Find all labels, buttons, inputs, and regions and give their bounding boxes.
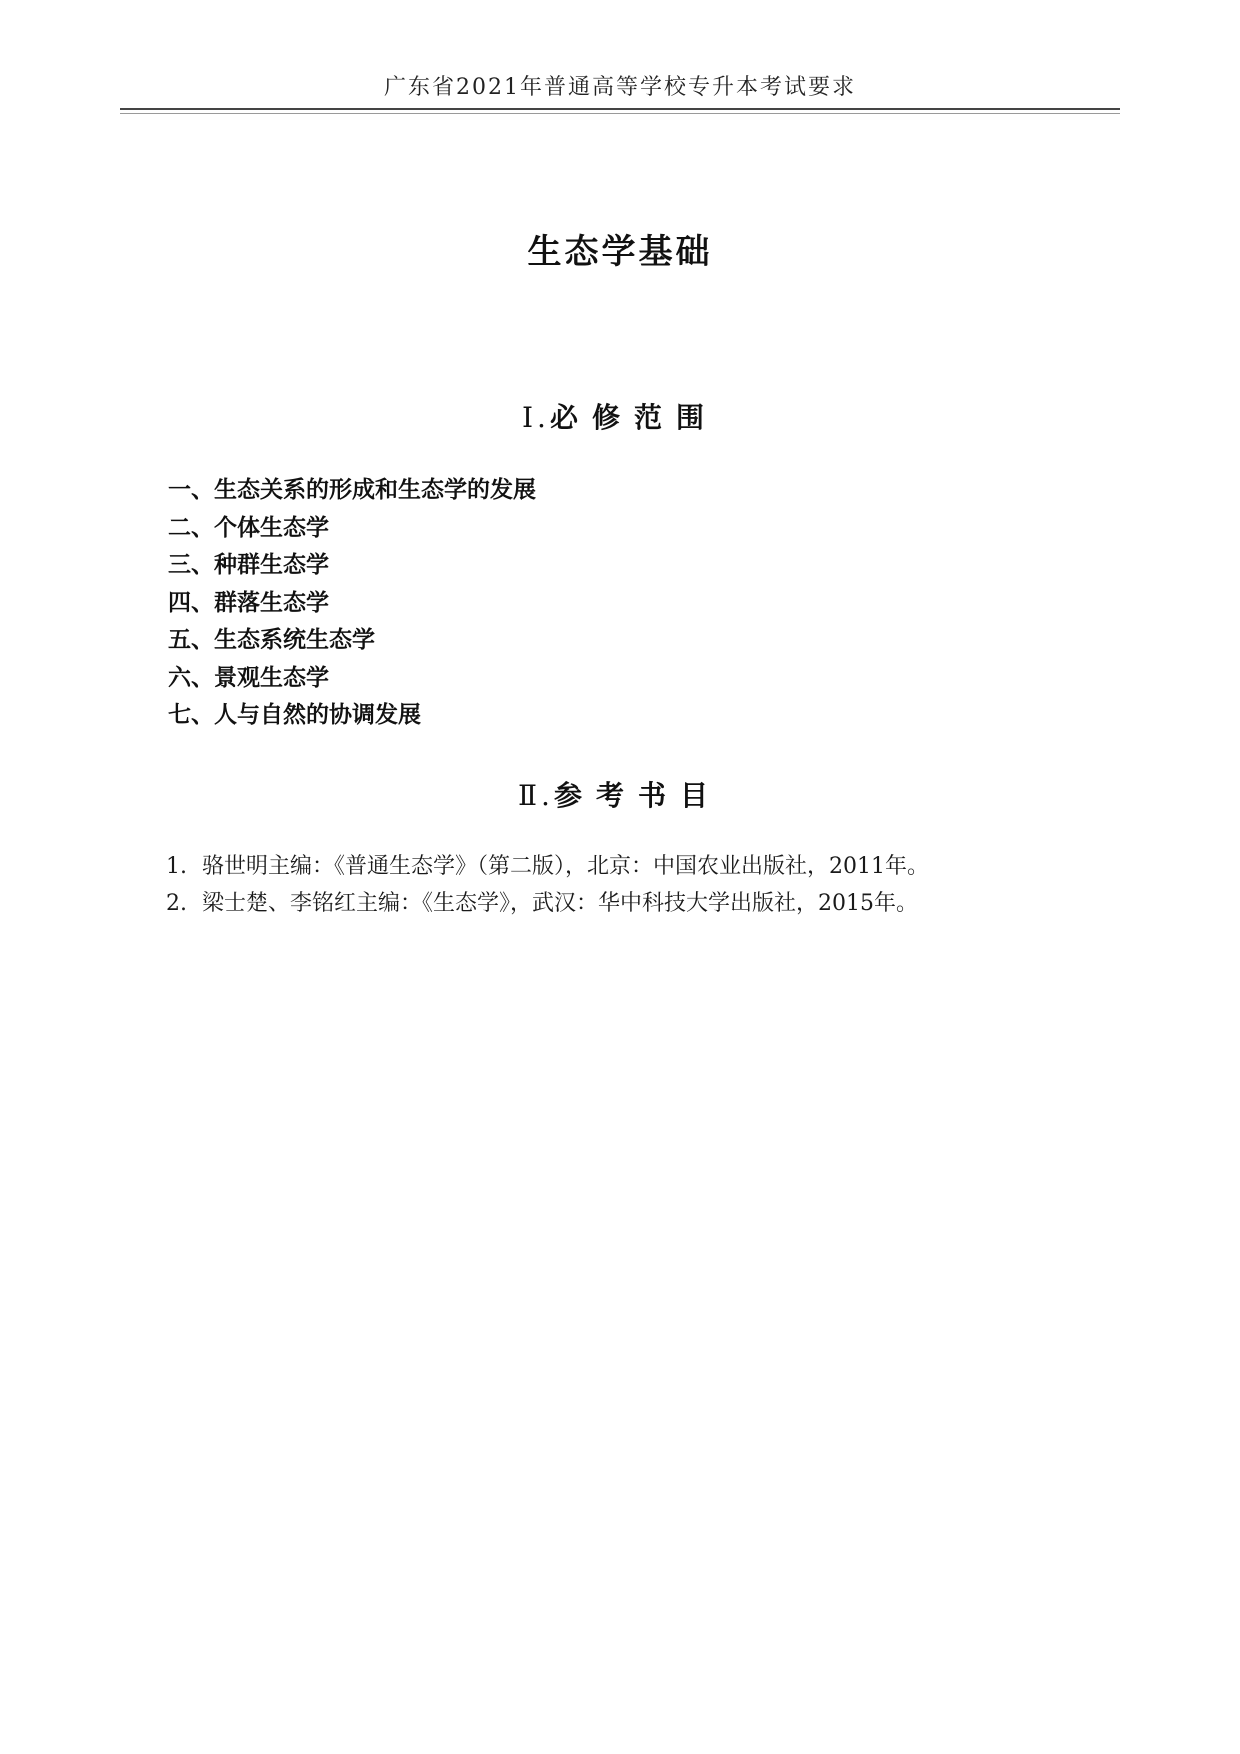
header-rule-secondary bbox=[120, 113, 1120, 114]
section-numeral: Ⅱ. bbox=[518, 779, 554, 812]
reference-number: 1. bbox=[166, 854, 187, 879]
required-topics-list bbox=[168, 472, 536, 735]
list-item: 一、生态关系的形成和生态学的发展 bbox=[168, 477, 536, 503]
list-item: 四、群落生态学 bbox=[168, 589, 329, 616]
reference-item bbox=[166, 885, 929, 922]
running-header: 广东省2021年普通高等学校专升本考试要求 bbox=[384, 75, 856, 100]
reference-number: 2. bbox=[166, 891, 187, 916]
reference-text: 梁士楚、李铭红主编：《生态学》，武汉：华中科技大学出版社，2015年。 bbox=[202, 891, 918, 916]
list-item: 五、生态系统生态学 bbox=[168, 627, 375, 653]
list-item: 七、人与自然的协调发展 bbox=[168, 702, 421, 728]
reference-list bbox=[166, 848, 929, 922]
reference-item bbox=[166, 848, 929, 885]
reference-text: 骆世明主编：《普通生态学》（第二版），北京：中国农业出版社，2011年。 bbox=[202, 854, 929, 879]
section-numeral: Ⅰ. bbox=[522, 401, 550, 434]
list-item: 二、个体生态学 bbox=[168, 514, 329, 541]
header-rule bbox=[120, 108, 1120, 110]
section-title: 必修范围 bbox=[549, 401, 718, 434]
section-heading-references bbox=[0, 774, 1240, 814]
list-item: 六、景观生态学 bbox=[168, 664, 329, 691]
document-title: 生态学基础 bbox=[527, 232, 713, 272]
section-heading-required-scope bbox=[0, 396, 1240, 436]
list-item: 三、种群生态学 bbox=[168, 552, 329, 578]
section-title: 参考书目 bbox=[553, 779, 722, 812]
